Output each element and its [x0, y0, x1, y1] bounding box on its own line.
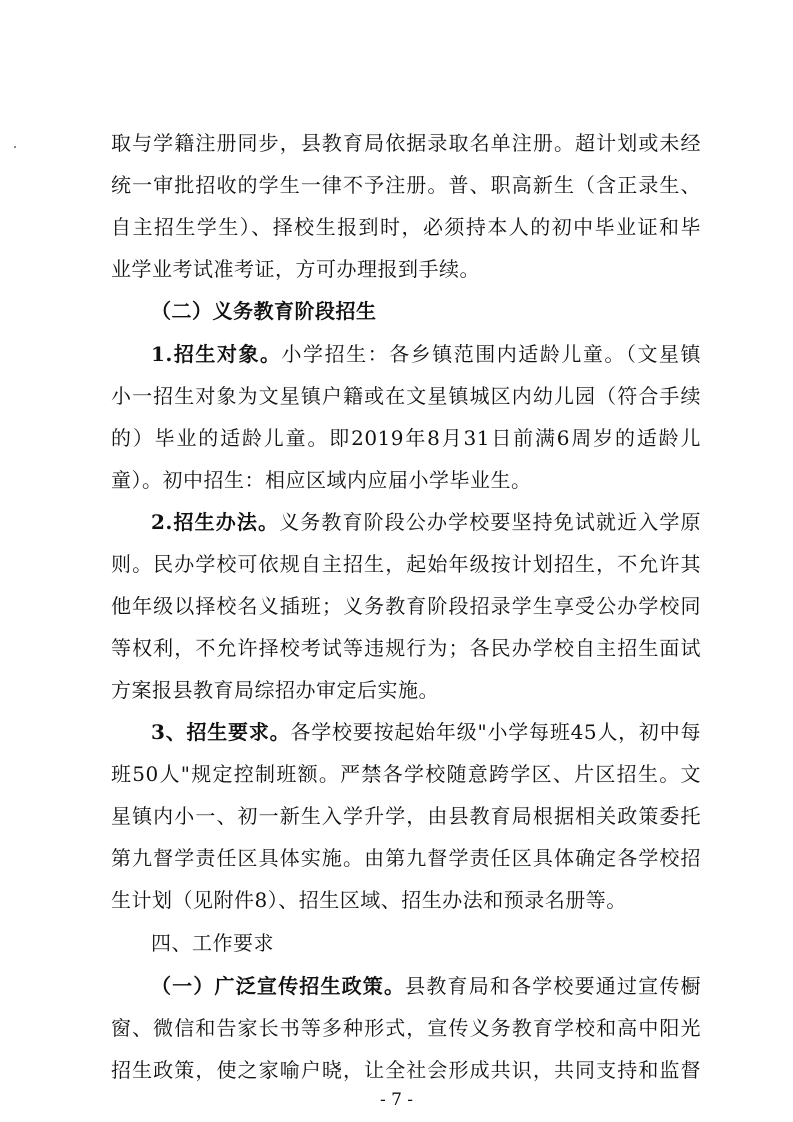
text-line: 取与学籍注册同步，县教育局依据录取名单注册。超计划或未经	[111, 131, 701, 155]
item-text: 义务教育阶段公办学校要坚持免试就近入学原	[279, 510, 702, 534]
item-label: （一）广泛宣传招生政策。	[151, 974, 406, 998]
scan-speck	[14, 146, 16, 148]
text-line: 则。民办学校可依规自主招生，起始年级按计划招生，不允许其	[111, 552, 701, 576]
paragraph-line	[151, 972, 701, 1000]
text-line: 招生政策，使之家喻户晓，让全社会形成共识，共同支持和监督	[111, 1058, 701, 1082]
text-line: 自主招生学生）、择校生报到时，必须持本人的初中毕业证和毕	[111, 215, 701, 239]
text-line: 统一审批招收的学生一律不予注册。普、职高新生（含正录生、	[111, 173, 701, 197]
text-line: 方案报县教育局综招办审定后实施。	[111, 678, 439, 702]
paragraph-line	[151, 508, 701, 536]
item-label: 1.招生对象。	[151, 342, 282, 366]
section-heading-work: 四、工作要求	[151, 931, 274, 955]
item-label: 2.招生办法。	[151, 510, 280, 534]
text-line: 星镇内小一、初一新生入学升学，由县教育局根据相关政策委托	[111, 804, 701, 828]
text-line: 窗、微信和告家长书等多种形式，宣传义务教育学校和高中阳光	[111, 1016, 701, 1040]
text-line: 业学业考试准考证，方可办理报到手续。	[111, 257, 480, 281]
text-line: 第九督学责任区具体实施。由第九督学责任区具体确定各学校招	[111, 846, 701, 870]
page-number: - 7 -	[379, 1090, 414, 1110]
text-line: 他年级以择校名义插班；义务教育阶段招录学生享受公办学校同	[111, 594, 701, 618]
text-line: 的）毕业的适龄儿童。即2019年8月31日前满6周岁的适龄儿	[111, 426, 701, 450]
text-line: 童）。初中招生：相应区域内应届小学毕业生。	[111, 468, 532, 492]
section-heading-compulsory: （二）义务教育阶段招生	[151, 299, 377, 323]
item-text: 各学校要按起始年级"小学每班45人，初中每	[290, 720, 701, 744]
paragraph-line	[151, 718, 701, 746]
text-line: 生计划（见附件8）、招生区域、招生办法和预录名册等。	[111, 888, 627, 912]
text-line: 班50人"规定控制班额。严禁各学校随意跨学区、片区招生。文	[111, 762, 701, 786]
paragraph-line	[151, 340, 701, 368]
item-label: 3、招生要求。	[151, 720, 291, 744]
item-text: 小学招生：各乡镇范围内适龄儿童。（文星镇	[281, 342, 701, 366]
text-line: 等权利，不允许择校考试等违规行为；各民办学校自主招生面试	[111, 636, 701, 660]
text-line: 小一招生对象为文星镇户籍或在文星镇城区内幼儿园（符合手续	[111, 384, 701, 408]
item-text: 县教育局和各学校要通过宣传橱	[405, 974, 702, 998]
